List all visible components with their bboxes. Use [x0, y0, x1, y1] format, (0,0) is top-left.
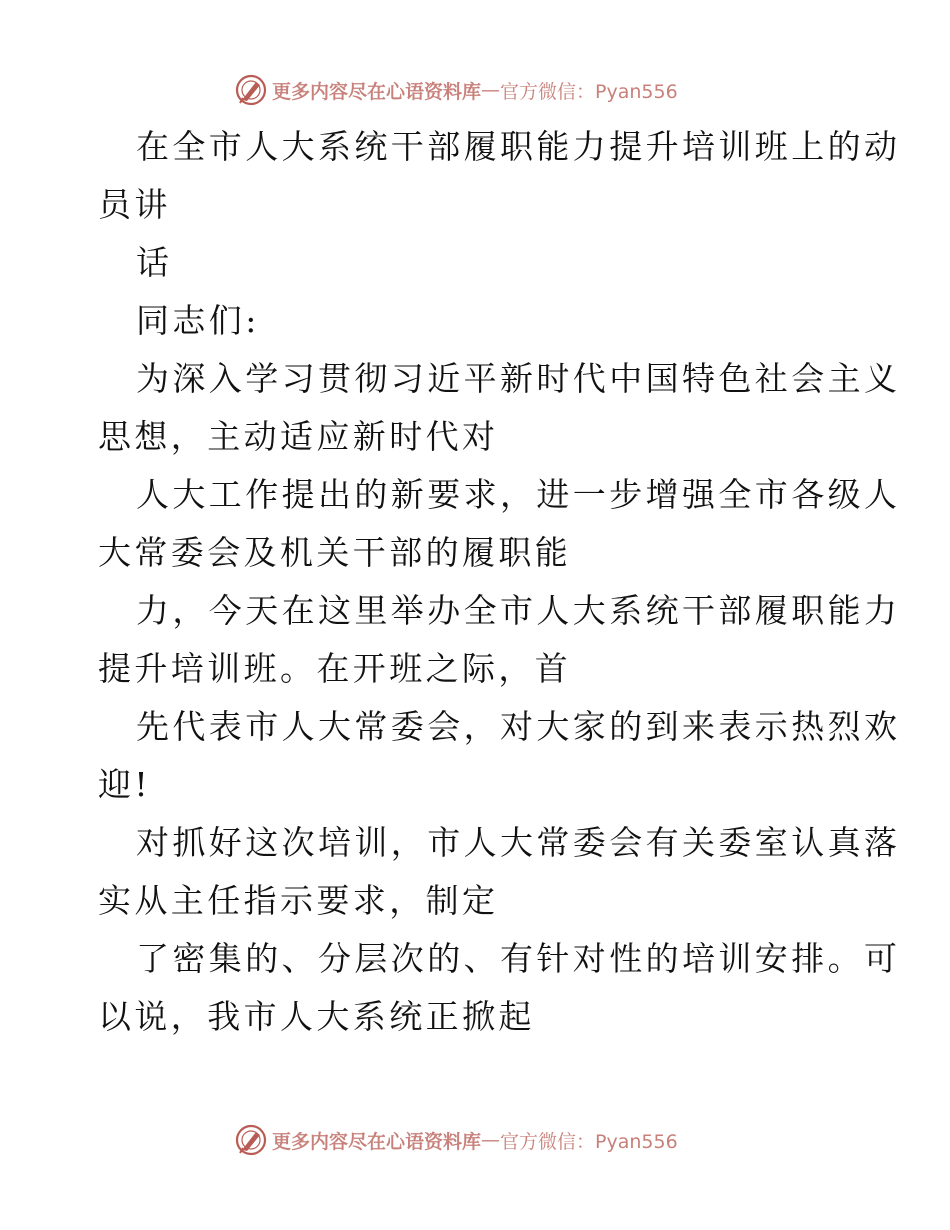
- body-line: 大常委会及机关干部的履职能: [98, 533, 572, 572]
- watermark-dash: —: [481, 1129, 501, 1151]
- body-line: 思想，主动适应新时代对: [98, 417, 499, 456]
- body-line: 为深入学习贯彻习近平新时代中国特色社会主义: [136, 359, 901, 398]
- watermark-wechat-text: 官方微信：Pyan556: [500, 1130, 678, 1153]
- watermark-site-text: 更多内容尽在心语资料库: [272, 80, 482, 103]
- body-line: 力，今天在这里举办全市人大系统干部履职能力: [136, 591, 901, 630]
- body-line: 了密集的、分层次的、有针对性的培训安排。可: [136, 939, 901, 978]
- body-line: 对抓好这次培训，市人大常委会有关委室认真落: [136, 823, 901, 862]
- body-line: 提升培训班。在开班之际，首: [98, 649, 572, 688]
- quill-pen-logo-icon: [234, 73, 268, 107]
- body-line: 迎!: [98, 765, 152, 804]
- watermark-wechat-text: 官方微信：Pyan556: [500, 80, 678, 103]
- body-line: 人大工作提出的新要求，进一步增强全市各级人: [136, 475, 901, 514]
- title-line-1: 在全市人大系统干部履职能力提升培训班上的动: [136, 127, 901, 166]
- header-watermark: [234, 73, 678, 107]
- title-line-2: 员讲: [98, 185, 171, 224]
- quill-pen-logo-icon: [234, 1123, 268, 1157]
- watermark-dash: —: [481, 79, 501, 101]
- document-body: [98, 118, 901, 1046]
- body-line: 实从主任指示要求，制定: [98, 881, 499, 920]
- watermark-site-text: 更多内容尽在心语资料库: [272, 1130, 482, 1153]
- footer-watermark: [234, 1123, 678, 1157]
- title-line-3: 话: [136, 243, 173, 282]
- body-line: 先代表市人大常委会，对大家的到来表示热烈欢: [136, 707, 901, 746]
- body-line: 以说，我市人大系统正掀起: [98, 997, 535, 1036]
- salutation: 同志们:: [136, 301, 260, 340]
